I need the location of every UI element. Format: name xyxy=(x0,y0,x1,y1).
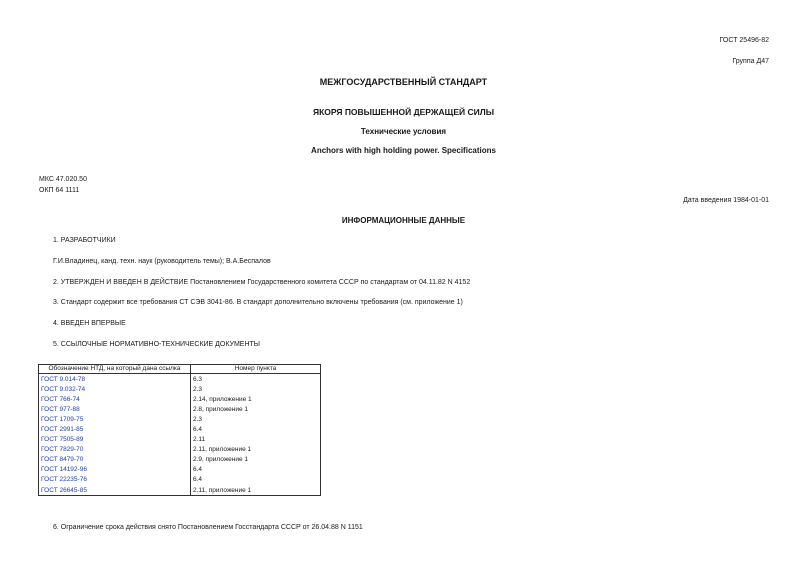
standard-link[interactable]: ГОСТ 1709-75 xyxy=(41,415,84,423)
info-item-1: 1. РАЗРАБОТЧИКИ xyxy=(53,237,116,244)
table-cell-doc xyxy=(39,404,191,414)
standard-link[interactable]: ГОСТ 7829-70 xyxy=(41,446,84,454)
table-row xyxy=(39,465,321,475)
table-cell-clause: 2.9, приложение 1 xyxy=(191,455,321,465)
info-item-2: 2. УТВЕРЖДЕН И ВВЕДЕН В ДЕЙСТВИЕ Постановлением Государственного комитета СССР по стандартам от 04.11.82 N 4152 xyxy=(53,279,471,286)
standard-link[interactable]: ГОСТ 26645-85 xyxy=(41,486,87,494)
table-row xyxy=(39,475,321,485)
table-cell-doc xyxy=(39,374,191,385)
table-cell-clause: 2.11 xyxy=(191,435,321,445)
standard-link[interactable]: ГОСТ 22235-76 xyxy=(41,476,87,484)
standard-subtitle: Технические условия xyxy=(360,127,447,136)
table-header-doc: Обозначение НТД, на который дана ссылка xyxy=(39,365,191,374)
doc-code: ГОСТ 25496-82 xyxy=(719,37,769,44)
table-cell-clause: 2.11, приложение 1 xyxy=(191,445,321,455)
standard-type-title: МЕЖГОСУДАРСТВЕННЫЙ СТАНДАРТ xyxy=(319,77,488,87)
info-item-5: 5. ССЫЛОЧНЫЕ НОРМАТИВНО-ТЕХНИЧЕСКИЕ ДОКУМЕНТЫ xyxy=(53,341,260,348)
table-cell-clause: 2.3 xyxy=(191,414,321,424)
okp-code: ОКП 64 1111 xyxy=(39,187,80,194)
table-cell-doc xyxy=(39,435,191,445)
standard-link[interactable]: ГОСТ 8479-70 xyxy=(41,456,84,464)
table-row xyxy=(39,374,321,385)
table-cell-clause: 6.4 xyxy=(191,465,321,475)
table-row xyxy=(39,445,321,455)
table-row xyxy=(39,485,321,496)
references-table xyxy=(38,364,321,496)
table-cell-doc xyxy=(39,394,191,404)
table-cell-clause: 6.4 xyxy=(191,475,321,485)
table-row xyxy=(39,404,321,414)
table-row xyxy=(39,424,321,434)
table-row xyxy=(39,435,321,445)
table-cell-clause: 2.8, приложение 1 xyxy=(191,404,321,414)
table-cell-clause: 2.14, приложение 1 xyxy=(191,394,321,404)
table-cell-clause: 2.11, приложение 1 xyxy=(191,485,321,496)
table-cell-doc xyxy=(39,445,191,455)
table-cell-doc xyxy=(39,424,191,434)
standard-english-title: Anchors with high holding power. Specifications xyxy=(311,146,496,155)
standard-name-title: ЯКОРЯ ПОВЫШЕННОЙ ДЕРЖАЩЕЙ СИЛЫ xyxy=(312,107,495,117)
table-header-row xyxy=(39,365,321,374)
table-cell-doc xyxy=(39,455,191,465)
table-cell-doc xyxy=(39,384,191,394)
table-header-clause: Номер пункта xyxy=(191,365,321,374)
table-cell-doc xyxy=(39,465,191,475)
standard-link[interactable]: ГОСТ 9.014-78 xyxy=(41,375,86,383)
info-heading: ИНФОРМАЦИОННЫЕ ДАННЫЕ xyxy=(341,216,466,225)
mks-code: МКС 47.020.50 xyxy=(39,176,87,183)
table-cell-doc xyxy=(39,485,191,496)
table-row xyxy=(39,414,321,424)
table-row xyxy=(39,455,321,465)
standard-link[interactable]: ГОСТ 977-88 xyxy=(41,405,80,413)
standard-link[interactable]: ГОСТ 766-74 xyxy=(41,395,80,403)
intro-date: Дата введения 1984-01-01 xyxy=(683,197,769,204)
developers-text: Г.И.Владинец, канд. техн. наук (руководитель темы); В.А.Беспалов xyxy=(53,258,271,265)
table-cell-doc xyxy=(39,475,191,485)
standard-link[interactable]: ГОСТ 9.032-74 xyxy=(41,385,86,393)
standard-link[interactable]: ГОСТ 2991-85 xyxy=(41,426,84,434)
table-cell-clause: 6.4 xyxy=(191,424,321,434)
standard-link[interactable]: ГОСТ 7505-89 xyxy=(41,436,84,444)
table-cell-clause: 2.3 xyxy=(191,384,321,394)
table-row xyxy=(39,394,321,404)
info-item-3: 3. Стандарт содержит все требования СТ СЭВ 3041-86. В стандарт дополнительно включены требования (см. приложение 1) xyxy=(53,299,463,306)
info-item-4: 4. ВВЕДЕН ВПЕРВЫЕ xyxy=(53,320,126,327)
info-item-6: 6. Ограничение срока действия снято Постановлением Госстандарта СССР от 26.04.88 N 1151 xyxy=(53,524,363,531)
table-cell-doc xyxy=(39,414,191,424)
table-cell-clause: 6.3 xyxy=(191,374,321,385)
table-row xyxy=(39,384,321,394)
standard-link[interactable]: ГОСТ 14192-96 xyxy=(41,466,87,474)
group-code: Группа Д47 xyxy=(732,58,769,65)
